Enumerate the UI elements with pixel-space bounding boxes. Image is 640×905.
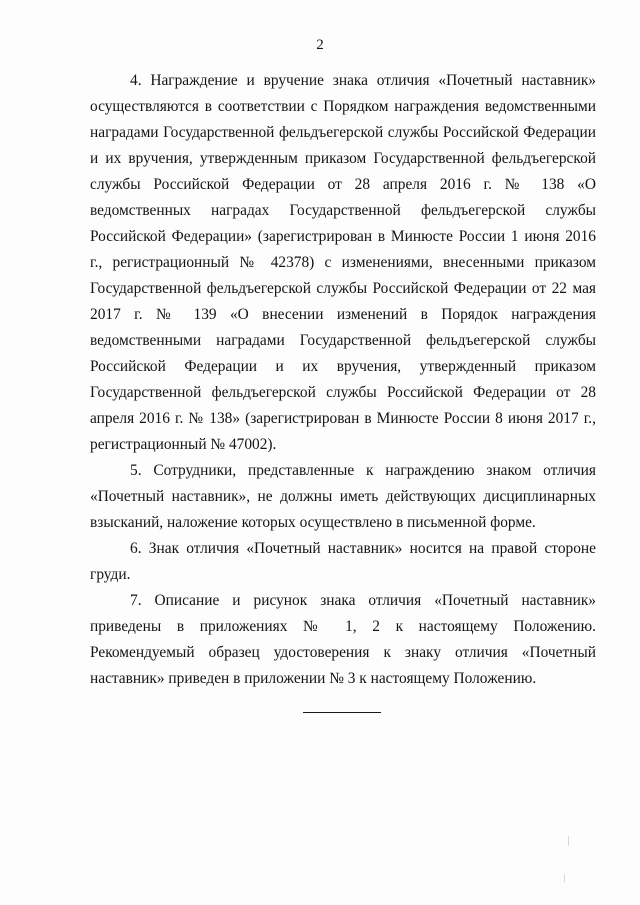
paragraph-5: 5. Сотрудники, представленные к награждению знаком отличия «Почетный наставник», не должны иметь действующих дисциплинарных взысканий, наложение которых осуществлено в письменной форме. (90, 462, 596, 531)
document-body (90, 68, 596, 692)
paragraph-6: 6. Знак отличия «Почетный наставник» носится на правой стороне груди. (90, 540, 596, 583)
paragraph-4: 4. Награждение и вручение знака отличия «Почетный наставник» осуществляются в соответствии с Порядком награждения ведомственными наградами Государственной фельдъегерской службы Российской Федерации и их вручения, утвержденным приказом Государственной фельдъегерской службы Российской Федерации от 28 апреля 2016 г. № 138 «О ведомственных наградах Государственной фельдъегерской службы Российской Федерации» (зарегистрирован в Минюсте России 1 июня 2016 г., регистрационный № 42378) с изменениями, внесенными приказом Государственной фельдъегерской службы Российской Федерации от 22 мая 2017 г. № 139 «О внесении изменений в Порядок награждения ведомственными наградами Государственной фельдъегерской службы Российской Федерации и их вручения, утвержденный приказом Государственной фельдъегерской службы Российской Федерации от 28 апреля 2016 г. № 138» (зарегистрирован в Минюсте России 8 июня 2017 г., регистрационный № 47002). (90, 72, 596, 453)
scan-artifact (568, 836, 569, 846)
end-of-text-rule (303, 712, 381, 713)
page-number: 2 (316, 37, 324, 53)
paragraph-7: 7. Описание и рисунок знака отличия «Почетный наставник» приведены в приложениях № 1, 2 к настоящему Положению. Рекомендуемый образец удостоверения к знаку отличия «Почетный наставник» приведен в приложении № 3 к настоящему Положению. (90, 592, 596, 687)
scan-artifact (564, 874, 565, 882)
